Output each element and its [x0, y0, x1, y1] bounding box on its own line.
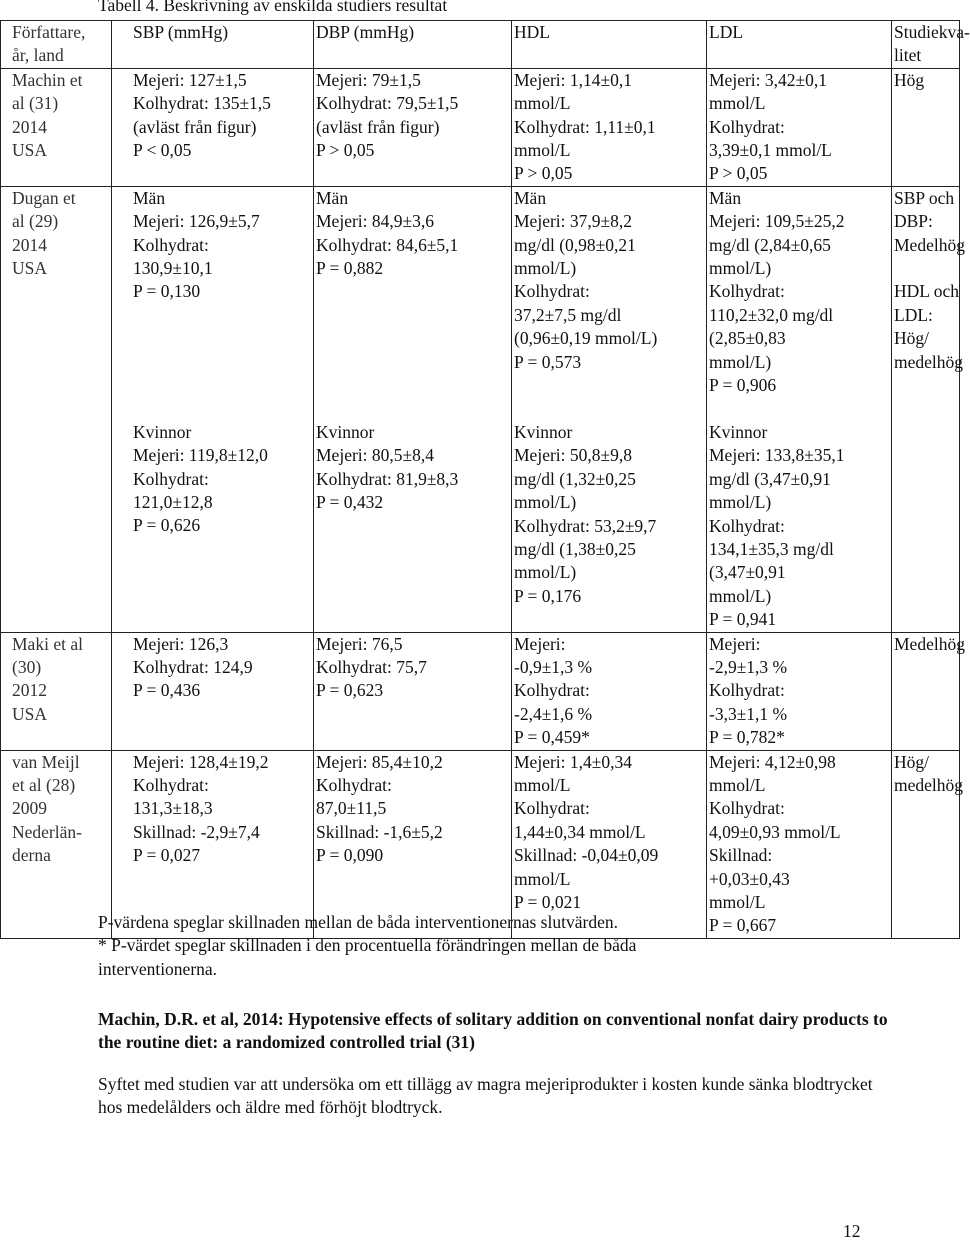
cell-line: P > 0,05	[316, 140, 375, 161]
cell-line: mg/dl (2,84±0,65	[709, 234, 831, 255]
table-row	[1, 68, 960, 186]
cell-line: -2,9±1,3 %	[709, 656, 788, 677]
cell-line: 110,2±32,0 mg/dl	[709, 304, 834, 325]
cell-line: Hög/	[894, 751, 929, 772]
cell-line: P = 0,436	[133, 680, 201, 701]
cell-line: Kolhydrat:	[709, 680, 785, 701]
cell-line: Kolhydrat:	[133, 468, 209, 489]
cell-line: P > 0,05	[514, 163, 573, 184]
cell-group	[514, 751, 704, 915]
table-notes	[98, 911, 928, 981]
cell-ldl	[707, 68, 892, 186]
cell-group	[133, 69, 311, 163]
cell-line: (2,85±0,83	[709, 328, 786, 349]
header-ldl: LDL	[707, 21, 892, 69]
cell-line: P = 0,626	[133, 515, 201, 536]
studies-results-table	[0, 20, 970, 939]
cell-line: Män	[514, 187, 547, 208]
cell-line: van Meijl	[12, 751, 80, 772]
cell-line: Mejeri: 128,4±19,2	[133, 751, 269, 772]
cell-line: P = 0,027	[133, 845, 201, 866]
cell-line: P = 0,130	[133, 281, 201, 302]
cell-line: P = 0,090	[316, 845, 384, 866]
cell-line: 4,09±0,93 mmol/L	[709, 821, 841, 842]
cell-line: P = 0,906	[709, 375, 777, 396]
cell-line: Kolhydrat:	[709, 116, 785, 137]
cell-line: Machin et	[12, 69, 83, 90]
cell-line: Skillnad: -1,6±5,2	[316, 821, 443, 842]
cell-line: mmol/L)	[709, 351, 772, 372]
cell-sbp	[112, 632, 314, 750]
cell-line: Hög	[894, 69, 925, 90]
cell-line: Skillnad: -2,9±7,4	[133, 821, 260, 842]
cell-group	[514, 69, 704, 186]
cell-group	[709, 421, 889, 632]
cell-line: USA	[12, 140, 48, 161]
cell-sbp	[112, 68, 314, 186]
cell-group	[316, 633, 509, 703]
cell-line: Kolhydrat: 75,7	[316, 656, 427, 677]
cell-group	[514, 633, 704, 750]
cell-line: Kolhydrat:	[514, 281, 590, 302]
cell-line: (avläst från figur)	[133, 116, 257, 137]
cell-group	[133, 421, 311, 538]
cell-dbp	[314, 68, 512, 186]
page-number: 12	[843, 1221, 861, 1241]
cell-group	[709, 633, 889, 750]
cell-line: 130,9±10,1	[133, 258, 213, 279]
cell-line: Kolhydrat: 84,6±5,1	[316, 234, 459, 255]
header-author-line: år, land	[12, 45, 64, 66]
cell-line: mg/dl (1,38±0,25	[514, 538, 636, 559]
cell-line: Medelhög	[894, 633, 965, 654]
cell-line: Hög/	[894, 328, 929, 349]
cell-line: mmol/L)	[709, 585, 772, 606]
cell-line: mmol/L)	[514, 258, 577, 279]
cell-line: +0,03±0,43	[709, 868, 790, 889]
cell-line: 131,3±18,3	[133, 798, 213, 819]
cell-group	[316, 69, 509, 163]
cell-line: HDL och	[894, 281, 959, 302]
cell-line: Kolhydrat: 1,11±0,1	[514, 116, 656, 137]
reference-title: Machin, D.R. et al, 2014: Hypotensive effects of solitary addition on conventional nonfat dairy products to the routine diet: a randomized controlled trial (31)	[98, 1009, 888, 1053]
cell-line: 87,0±11,5	[316, 798, 387, 819]
cell-line: 2009	[12, 798, 47, 819]
cell-line: LDL:	[894, 304, 933, 325]
cell-line: Medelhög	[894, 234, 965, 255]
cell-line: P = 0,176	[514, 585, 582, 606]
cell-group	[133, 633, 311, 703]
cell-line: derna	[12, 845, 51, 866]
cell-line: mmol/L)	[514, 492, 577, 513]
cell-line: mmol/L	[514, 774, 571, 795]
header-sbp: SBP (mmHg)	[112, 21, 314, 69]
cell-line: Mejeri: 79±1,5	[316, 69, 421, 90]
note-line: interventionerna.	[98, 958, 218, 979]
cell-line: 121,0±12,8	[133, 492, 213, 513]
cell-line: Mejeri: 1,4±0,34	[514, 751, 632, 772]
cell-line: -0,9±1,3 %	[514, 656, 593, 677]
cell-group	[133, 751, 311, 868]
cell-ldl	[707, 186, 892, 632]
cell-line: P = 0,459*	[514, 727, 590, 748]
header-hdl: HDL	[512, 21, 707, 69]
cell-line: Skillnad:	[709, 845, 773, 866]
cell-line: Män	[316, 187, 349, 208]
cell-line: (30)	[12, 656, 42, 677]
cell-line: Mejeri: 119,8±12,0	[133, 445, 268, 466]
cell-line: 37,2±7,5 mg/dl	[514, 304, 622, 325]
cell-line: P = 0,021	[514, 892, 582, 913]
cell-line: -3,3±1,1 %	[709, 703, 788, 724]
cell-line: Kolhydrat:	[514, 798, 590, 819]
cell-line: Kolhydrat:	[709, 515, 785, 536]
cell-line: Mejeri: 1,14±0,1	[514, 69, 632, 90]
cell-line: Kvinnor	[316, 421, 375, 442]
cell-line: -2,4±1,6 %	[514, 703, 593, 724]
header-quality-line: Studiekva-	[894, 22, 970, 42]
cell-group	[316, 751, 509, 868]
cell-line: Dugan et	[12, 187, 76, 208]
cell-line: Mejeri: 127±1,5	[133, 69, 247, 90]
cell-line: Män	[133, 187, 166, 208]
table-caption: Tabell 4. Beskrivning av enskilda studiers resultat	[98, 0, 448, 15]
cell-line: mmol/L)	[709, 258, 772, 279]
cell-line: 134,1±35,3 mg/dl	[709, 538, 834, 559]
cell-line: Kolhydrat:	[316, 774, 392, 795]
cell-line: et al (28)	[12, 774, 76, 795]
cell-line: USA	[12, 258, 48, 279]
cell-sbp	[112, 186, 314, 632]
cell-line: Mejeri: 84,9±3,6	[316, 211, 434, 232]
cell-line: Män	[709, 187, 742, 208]
cell-hdl	[512, 186, 707, 632]
cell-line: USA	[12, 703, 48, 724]
cell-line: al (31)	[12, 93, 59, 114]
cell-group	[133, 187, 311, 421]
cell-author	[1, 68, 112, 186]
cell-line: mmol/L	[514, 140, 571, 161]
cell-line: Kolhydrat: 81,9±8,3	[316, 468, 459, 489]
cell-line: Mejeri: 37,9±8,2	[514, 211, 632, 232]
cell-line: Mejeri: 126,9±5,7	[133, 211, 260, 232]
cell-line: P = 0,882	[316, 258, 384, 279]
cell-line: mmol/L)	[709, 492, 772, 513]
cell-line: Kvinnor	[133, 421, 192, 442]
note-line: P-värdena speglar skillnaden mellan de båda interventionernas slutvärden.	[98, 912, 618, 932]
cell-line: P = 0,667	[709, 915, 777, 936]
cell-dbp	[314, 186, 512, 632]
cell-line: Mejeri:	[514, 633, 566, 654]
cell-line: Mejeri: 4,12±0,98	[709, 751, 836, 772]
cell-group	[709, 751, 889, 938]
table-header-row	[1, 21, 960, 69]
cell-line: SBP och	[894, 187, 955, 208]
cell-group	[709, 69, 889, 186]
cell-line: DBP:	[894, 211, 933, 232]
cell-hdl	[512, 632, 707, 750]
cell-line: Kolhydrat:	[709, 281, 785, 302]
cell-line: Skillnad: -0,04±0,09	[514, 845, 659, 866]
cell-line: (avläst från figur)	[316, 116, 440, 137]
cell-line: Kolhydrat: 124,9	[133, 656, 253, 677]
cell-line: (0,96±0,19 mmol/L)	[514, 328, 658, 349]
table-row	[1, 632, 960, 750]
cell-author	[1, 750, 112, 938]
cell-line: P = 0,782*	[709, 727, 785, 748]
note-line: * P-värdet speglar skillnaden i den procentuella förändringen mellan de båda	[98, 935, 637, 956]
cell-line: mmol/L	[514, 93, 571, 114]
cell-line: mg/dl (1,32±0,25	[514, 468, 636, 489]
cell-line: Kvinnor	[514, 421, 573, 442]
header-quality	[892, 21, 970, 69]
cell-line: Kolhydrat:	[709, 798, 785, 819]
cell-line: medelhög	[894, 351, 964, 372]
cell-group	[514, 187, 704, 421]
cell-line: mmol/L	[514, 868, 571, 889]
cell-line: medelhög	[894, 774, 964, 795]
cell-line: Nederlän-	[12, 821, 82, 842]
table-body	[1, 68, 965, 938]
cell-hdl	[512, 68, 707, 186]
cell-line: mg/dl (3,47±0,91	[709, 468, 831, 489]
cell-line: Kolhydrat:	[133, 774, 209, 795]
cell-line: P = 0,432	[316, 492, 384, 513]
cell-line: Kvinnor	[709, 421, 768, 442]
cell-quality	[892, 632, 965, 750]
cell-line: 3,39±0,1 mmol/L	[709, 140, 832, 161]
cell-line: Kolhydrat:	[133, 234, 209, 255]
header-author	[1, 21, 112, 69]
cell-line: mmol/L	[709, 93, 766, 114]
cell-line: Kolhydrat: 79,5±1,5	[316, 93, 459, 114]
cell-group	[316, 187, 509, 421]
cell-line: Mejeri: 85,4±10,2	[316, 751, 443, 772]
cell-group	[709, 187, 889, 421]
cell-line: Mejeri: 76,5	[316, 633, 403, 654]
cell-line: Mejeri: 3,42±0,1	[709, 69, 827, 90]
cell-line: 2012	[12, 680, 47, 701]
header-quality-line: litet	[894, 45, 922, 66]
cell-quality	[892, 68, 960, 186]
cell-line: P = 0,623	[316, 680, 384, 701]
cell-line: Mejeri: 126,3	[133, 633, 229, 654]
cell-line: P > 0,05	[709, 163, 768, 184]
cell-line: Mejeri:	[709, 633, 761, 654]
table-row	[1, 186, 960, 632]
cell-line: mmol/L	[709, 774, 766, 795]
cell-author	[1, 186, 112, 632]
cell-author	[1, 632, 112, 750]
cell-line: mmol/L	[709, 892, 766, 913]
cell-dbp	[314, 632, 512, 750]
header-dbp: DBP (mmHg)	[314, 21, 512, 69]
cell-group	[316, 421, 509, 515]
cell-line: Maki et al	[12, 633, 83, 654]
cell-line: Mejeri: 109,5±25,2	[709, 211, 845, 232]
cell-line: 1,44±0,34 mmol/L	[514, 821, 646, 842]
cell-line: Kolhydrat: 53,2±9,7	[514, 515, 657, 536]
cell-line: mmol/L)	[514, 562, 577, 583]
cell-line: Mejeri: 80,5±8,4	[316, 445, 434, 466]
cell-line: al (29)	[12, 211, 59, 232]
cell-line: P = 0,941	[709, 609, 777, 630]
cell-line: P = 0,573	[514, 351, 582, 372]
aim-paragraph: Syftet med studien var att undersöka om ett tillägg av magra mejeriprodukter i kosten kunde sänka blodtrycket hos medelålders och äldre med förhöjt blodtryck.	[98, 1074, 873, 1118]
cell-line: Mejeri: 133,8±35,1	[709, 445, 845, 466]
cell-line: (3,47±0,91	[709, 562, 786, 583]
header-author-line: Författare,	[12, 22, 86, 42]
cell-group	[514, 421, 704, 608]
cell-line: P < 0,05	[133, 140, 192, 161]
cell-line: Kolhydrat: 135±1,5	[133, 93, 271, 114]
cell-line: Mejeri: 50,8±9,8	[514, 445, 632, 466]
cell-quality	[892, 186, 965, 632]
cell-line: 2014	[12, 234, 47, 255]
cell-line: 2014	[12, 116, 47, 137]
cell-line: mg/dl (0,98±0,21	[514, 234, 636, 255]
cell-ldl	[707, 632, 892, 750]
cell-line: Kolhydrat:	[514, 680, 590, 701]
